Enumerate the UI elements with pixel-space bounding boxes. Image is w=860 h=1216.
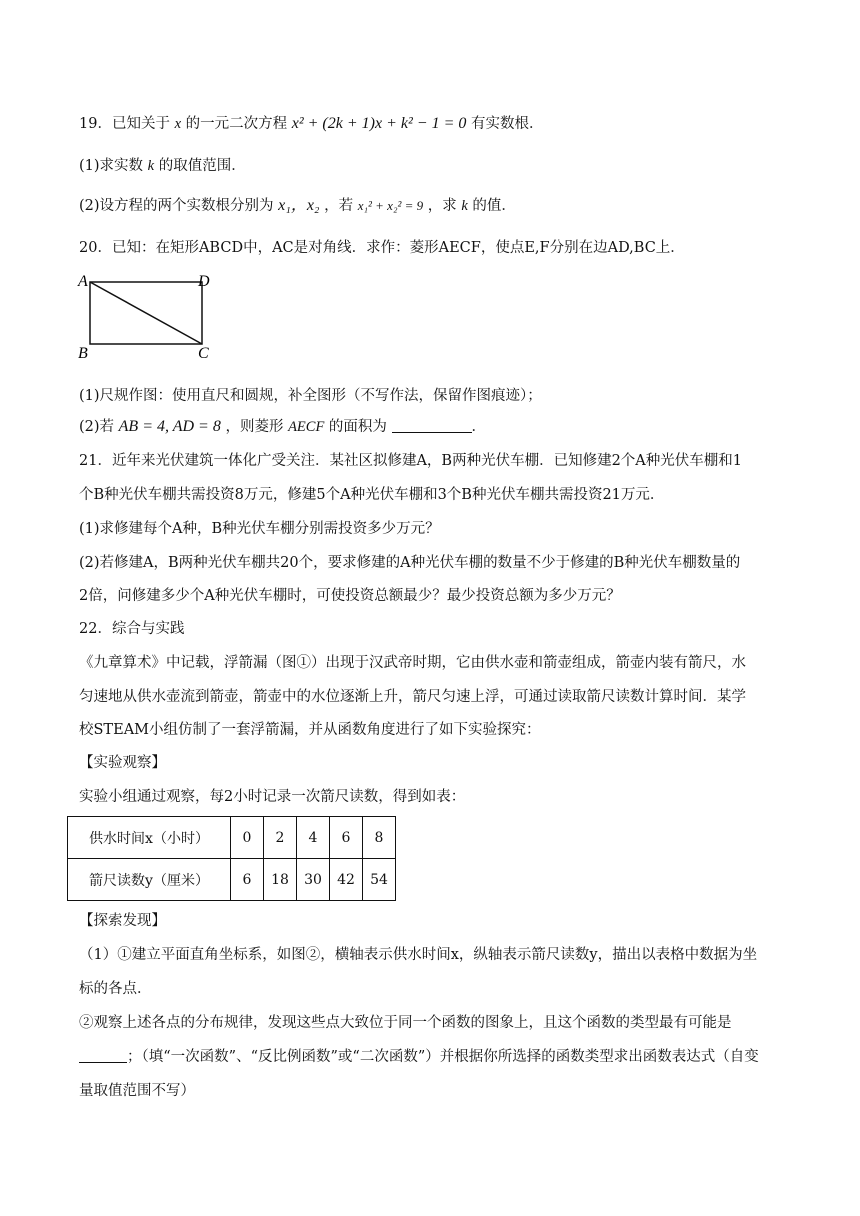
table-cell: 2 [264, 817, 297, 859]
answer-blank[interactable] [392, 418, 472, 433]
q19-p1-text: (1)求实数 [79, 158, 144, 174]
q19-text: 的一元二次方程 [185, 116, 288, 132]
q22-e2-line3: 量取值范围不写） [79, 1083, 195, 1099]
var-x: x [174, 116, 181, 132]
q20-rhombus-name: AECF [288, 419, 325, 435]
table-cell: 18 [264, 859, 297, 901]
var-k: k [461, 198, 468, 214]
q19-roots: x₁，x₂ [278, 197, 320, 214]
q21-line2: 个B种光伏车棚共需投资8万元，修建5个A种光伏车棚和3个B种光伏车棚共需投资21万元． [79, 487, 665, 503]
q19-p2-text: ，若 [324, 198, 354, 214]
q22-intro2: 匀速地从供水壶流到箭壶，箭壶中的水位逐渐上升，箭尺匀速上浮，可通过读取箭尺读数计算时间．某学 [79, 689, 746, 705]
table-cell: 54 [363, 859, 396, 901]
q19-part2 [79, 196, 516, 216]
q21-part2-line1: (2)若修建A，B两种光伏车棚共20个，要求修建的A种光伏车棚的数量不少于修建的B种光伏车棚数量的 [79, 555, 741, 571]
label-c: C [198, 345, 209, 362]
q19-part1 [79, 156, 246, 176]
q21-part1: (1)求修建每个A种，B种光伏车棚分别需投资多少万元？ [79, 521, 440, 537]
table-cell: 6 [330, 817, 363, 859]
label-b: B [78, 345, 88, 362]
rectangle-figure [76, 272, 226, 364]
answer-blank[interactable] [79, 1048, 127, 1063]
table-cell: 6 [231, 859, 264, 901]
label-a: A [78, 273, 88, 290]
q22-e2-text: ；（填“一次函数”、“反比例函数”或“二次函数”）并根据你所选择的函数类型求出函数表达式（自变 [127, 1049, 759, 1065]
q22-intro3: 校STEAM小组仿制了一套浮箭漏，并从函数角度进行了如下实验探究： [79, 722, 541, 738]
q20-part2 [79, 417, 486, 437]
table-cell: 8 [363, 817, 396, 859]
diagonal-ac [90, 282, 202, 344]
q19-equation: x² + (2k + 1)x + k² − 1 = 0 [291, 115, 467, 132]
q22-title: 22．综合与实践 [79, 621, 185, 637]
data-table [67, 816, 396, 901]
q22-intro1: 《九章算术》中记载，浮箭漏（图①）出现于汉武帝时期，它由供水壶和箭壶组成，箭壶内装有箭尺，水 [79, 655, 746, 671]
label-d: D [198, 273, 210, 290]
section-observation: 【实验观察】 [79, 755, 166, 771]
q22-e2-line2 [79, 1047, 759, 1067]
q20-p2-text: ，则菱形 [225, 419, 284, 435]
q20-condition: AB = 4, AD = 8 [118, 418, 221, 435]
q19-p2-text: 的值． [472, 198, 516, 214]
q19-condition: x₁² + x₂² = 9 [357, 198, 424, 213]
section-exploration: 【探索发现】 [79, 913, 166, 929]
table-cell: 42 [330, 859, 363, 901]
q19-p2-text: ，求 [427, 198, 457, 214]
q20-p2-text: 的面积为 [328, 419, 387, 435]
q20-p2-text: (2)若 [79, 419, 115, 435]
q19-p1-text: 的取值范围． [158, 158, 246, 174]
q19-text: 19．已知关于 [79, 116, 170, 132]
var-k: k [147, 158, 155, 174]
q22-e1-line2: 标的各点． [79, 981, 152, 997]
row-label-time: 供水时间x（小时） [68, 817, 231, 859]
q22-e1-line1: （1）①建立平面直角坐标系，如图②，横轴表示供水时间x，纵轴表示箭尺读数y，描出以表格中数据为坐 [79, 947, 758, 963]
q22-e2-line1: ②观察上述各点的分布规律，发现这些点大致位于同一个函数的图象上，且这个函数的类型最有可能是 [79, 1015, 732, 1031]
table-row [68, 817, 396, 859]
q21-line1: 21．近年来光伏建筑一体化广受关注．某社区拟修建A，B两种光伏车棚．已知修建2个A种光伏车棚和1 [79, 453, 742, 469]
period: ． [471, 419, 487, 435]
q22-observation: 实验小组通过观察，每2小时记录一次箭尺读数，得到如表： [79, 789, 466, 805]
table-cell: 0 [231, 817, 264, 859]
row-label-reading: 箭尺读数y（厘米） [68, 859, 231, 901]
q20-stem: 20．已知：在矩形ABCD中，AC是对角线．求作：菱形AECF，使点E,F分别在边AD,BC上． [79, 240, 685, 256]
table-cell: 4 [297, 817, 330, 859]
table-row [68, 859, 396, 901]
q19-stem [79, 114, 543, 134]
q19-text: 有实数根． [470, 116, 544, 132]
q20-part1: (1)尺规作图：使用直尺和圆规，补全图形（不写作法，保留作图痕迹）； [79, 388, 542, 404]
q19-p2-text: (2)设方程的两个实数根分别为 [79, 198, 274, 214]
q21-part2-line2: 2倍，问修建多少个A种光伏车棚时，可使投资总额最少？最少投资总额为多少万元？ [79, 588, 621, 604]
table-cell: 30 [297, 859, 330, 901]
